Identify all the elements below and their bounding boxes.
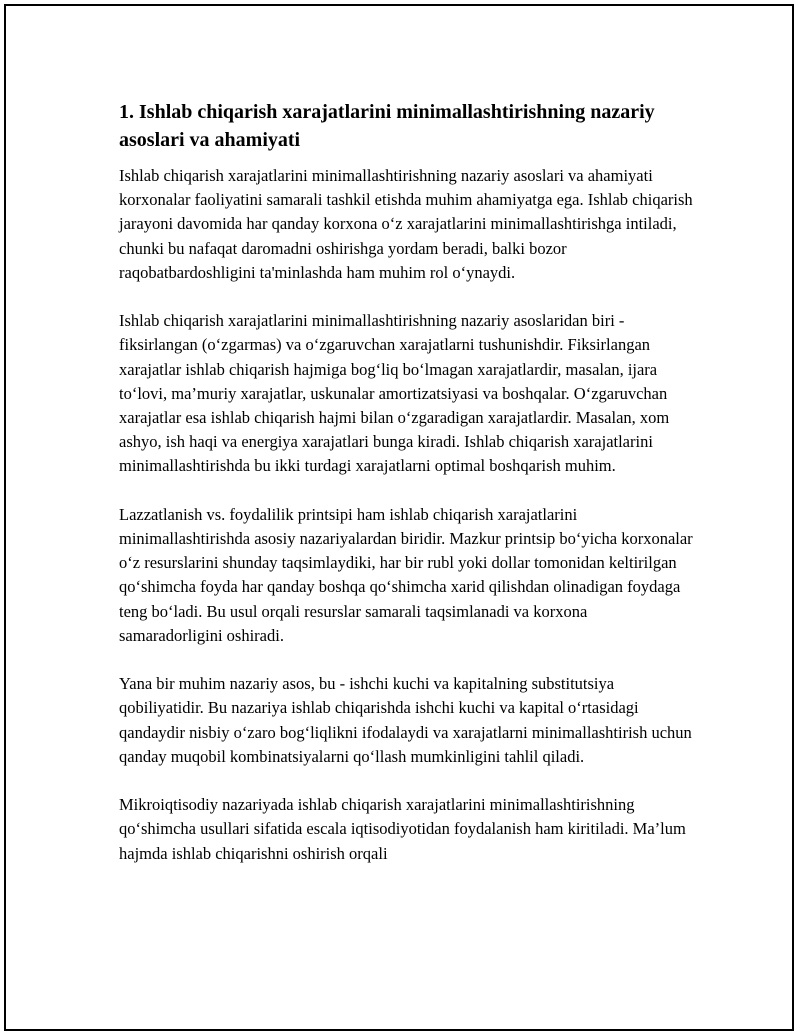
page-frame bbox=[4, 4, 794, 1031]
paragraph-fixed-variable-costs: Ishlab chiqarish xarajatlarini minimallashtirishning nazariy asoslaridan biri - fiksirlangan (o‘zgarmas) va o‘zgaruvchan xarajatlarni tushunishdir. Fiksirlangan xarajatlar ishlab chiqarish hajmiga bog‘liq bo‘lmagan xarajatlardir, masalan, ijara to‘lovi, ma’muriy xarajatlar, uskunalar amortizatsiyasi va boshqalar. O‘zgaruvchan xarajatlar esa ishlab chiqarish hajmi bilan o‘zgaradigan xarajatlardir. Masalan, xom ashyo, ish haqi va energiya xarajatlari bunga kiradi. Ishlab chiqarish xarajatlarini minimallashtirishda bu ikki turdagi xarajatlarni optimal boshqarish muhim. bbox=[119, 311, 670, 476]
document-body bbox=[119, 98, 694, 890]
section-heading: 1. Ishlab chiqarish xarajatlarini minimallashtirishning nazariy asoslari va ahamiyati bbox=[119, 101, 655, 151]
paragraph-utility-principle: Lazzatlanish vs. foydalilik printsipi ham ishlab chiqarish xarajatlarini minimallashtirishda asosiy nazariyalardan biridir. Mazkur printsip bo‘yicha korxonalar o‘z resurslarini shunday taqsimlaydiki, har bir rubl yoki dollar tomonidan keltirilgan qo‘shimcha foyda har qanday boshqa qo‘shimcha xarid qilishdan olinadigan foydaga teng bo‘ladi. Bu usul orqali resurslar samarali taqsimlanadi va korxona samaradorligini oshiradi. bbox=[119, 504, 693, 645]
paragraph-intro: Ishlab chiqarish xarajatlarini minimallashtirishning nazariy asoslari va ahamiyati korxonalar faoliyatini samarali tashkil etishda muhim ahamiyatga ega. Ishlab chiqarish jarayoni davomida har qanday korxona o‘z xarajatlarini minimallashtirishga intiladi, chunki bu nafaqat daromadni oshirishga yordam beradi, balki bozor raqobatbardoshligini ta'minlashda ham muhim rol o‘ynaydi. bbox=[119, 166, 693, 282]
paragraph-labor-capital-substitution: Yana bir muhim nazariy asos, bu - ishchi kuchi va kapitalning substitutsiya qobiliyatidir. Bu nazariya ishlab chiqarishda ishchi kuchi va kapital o‘rtasidagi qandaydir nisbiy o‘zaro bog‘liqlikni ifodalaydi va xarajatlarni minimallashtirish uchun qanday muqobil kombinatsiyalarni qo‘llash mumkinligini tahlil qiladi. bbox=[119, 674, 692, 766]
paragraph-economies-of-scale: Mikroiqtisodiy nazariyada ishlab chiqarish xarajatlarini minimallashtirishning qo‘shimcha usullari sifatida escala iqtisodiyotidan foydalanish ham kiritiladi. Ma’lum hajmda ishlab chiqarishni oshirish orqali bbox=[119, 795, 686, 863]
